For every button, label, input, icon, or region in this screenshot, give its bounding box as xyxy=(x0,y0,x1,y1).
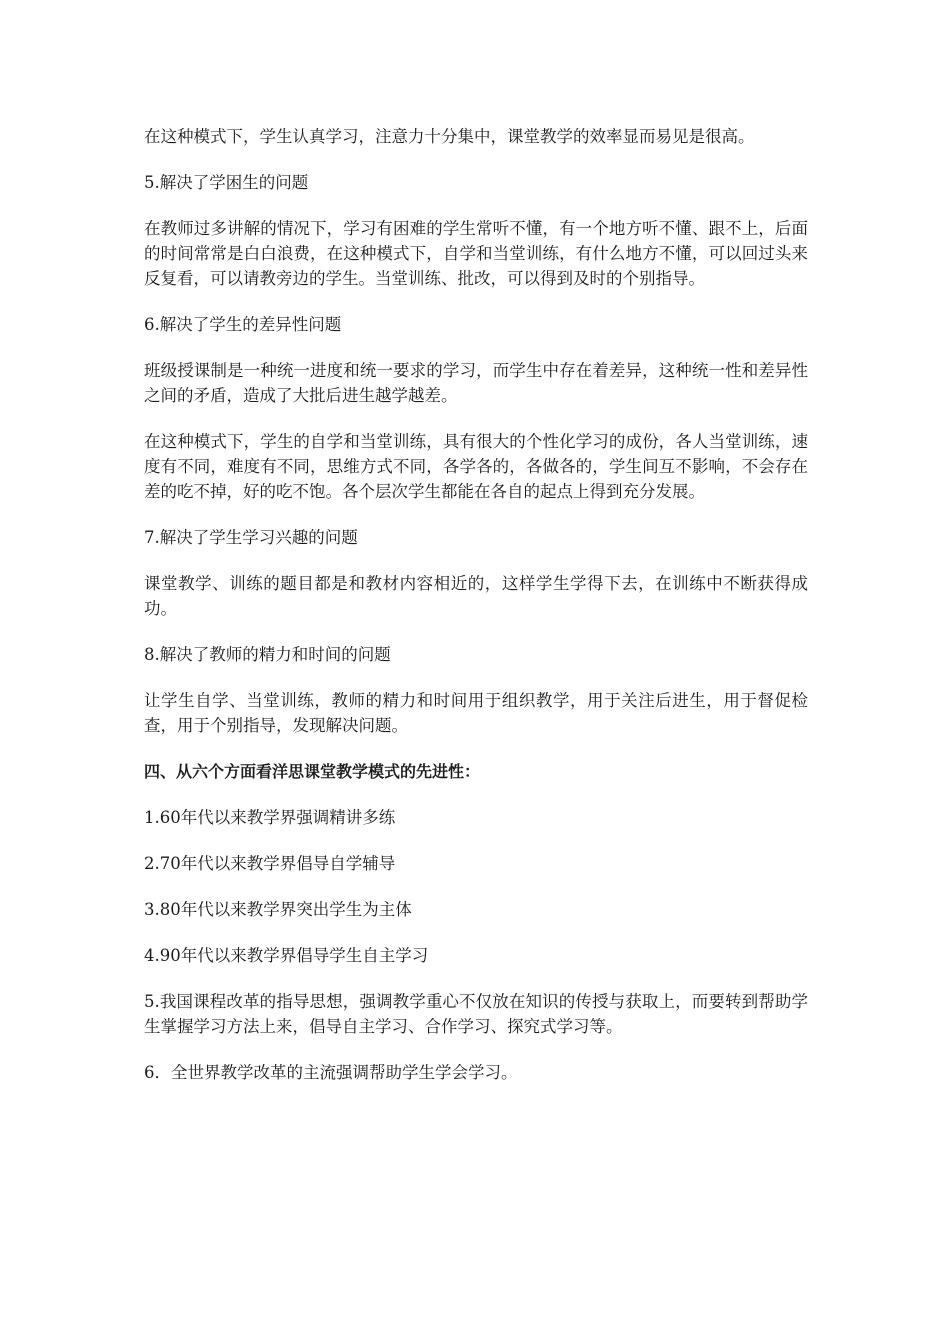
list-item: 1.60年代以来教学界强调精讲多练 xyxy=(144,808,396,827)
paragraph: 在教师过多讲解的情况下，学习有困难的学生常听不懂，有一个地方听不懂、跟不上，后面的时间常常是白白浪费，在这种模式下，自学和当堂训练，有什么地方不懂，可以回过头来反复看，可以请教旁边的学生。当堂训练、批改，可以得到及时的个别指导。 xyxy=(144,219,808,288)
list-item: 4.90年代以来教学界倡导学生自主学习 xyxy=(144,946,429,965)
paragraph: 班级授课制是一种统一进度和统一要求的学习，而学生中存在着差异，这种统一性和差异性之间的矛盾，造成了大批后进生越学越差。 xyxy=(144,361,808,405)
list-item: 3.80年代以来教学界突出学生为主体 xyxy=(144,900,412,919)
section-title: 8.解决了教师的精力和时间的问题 xyxy=(144,645,391,664)
paragraph: 课堂教学、训练的题目都是和教材内容相近的，这样学生学得下去，在训练中不断获得成功。 xyxy=(144,574,808,618)
paragraph: 在这种模式下，学生的自学和当堂训练，具有很大的个性化学习的成份，各人当堂训练，速度有不同，难度有不同，思维方式不同，各学各的，各做各的，学生间互不影响，不会存在差的吃不掉，好的吃不饱。各个层次学生都能在各自的起点上得到充分发展。 xyxy=(144,432,808,501)
section-title: 5.解决了学困生的问题 xyxy=(144,173,309,192)
chapter-heading: 四、从六个方面看洋思课堂教学模式的先进性： xyxy=(144,762,481,781)
section-title: 6.解决了学生的差异性问题 xyxy=(144,315,342,334)
document-body xyxy=(144,124,808,1106)
list-item: 6．全世界教学改革的主流强调帮助学生学会学习。 xyxy=(144,1063,518,1082)
paragraph: 在这种模式下，学生认真学习，注意力十分集中，课堂教学的效率显而易见是很高。 xyxy=(144,127,755,146)
paragraph: 让学生自学、当堂训练，教师的精力和时间用于组织教学，用于关注后进生，用于督促检查，用于个别指导，发现解决问题。 xyxy=(144,691,808,735)
list-item: 5.我国课程改革的指导思想，强调教学重心不仅放在知识的传授与获取上，而要转到帮助学生掌握学习方法上来，倡导自主学习、合作学习、探究式学习等。 xyxy=(144,992,808,1036)
section-title: 7.解决了学生学习兴趣的问题 xyxy=(144,528,358,547)
list-item: 2.70年代以来教学界倡导自学辅导 xyxy=(144,854,396,873)
